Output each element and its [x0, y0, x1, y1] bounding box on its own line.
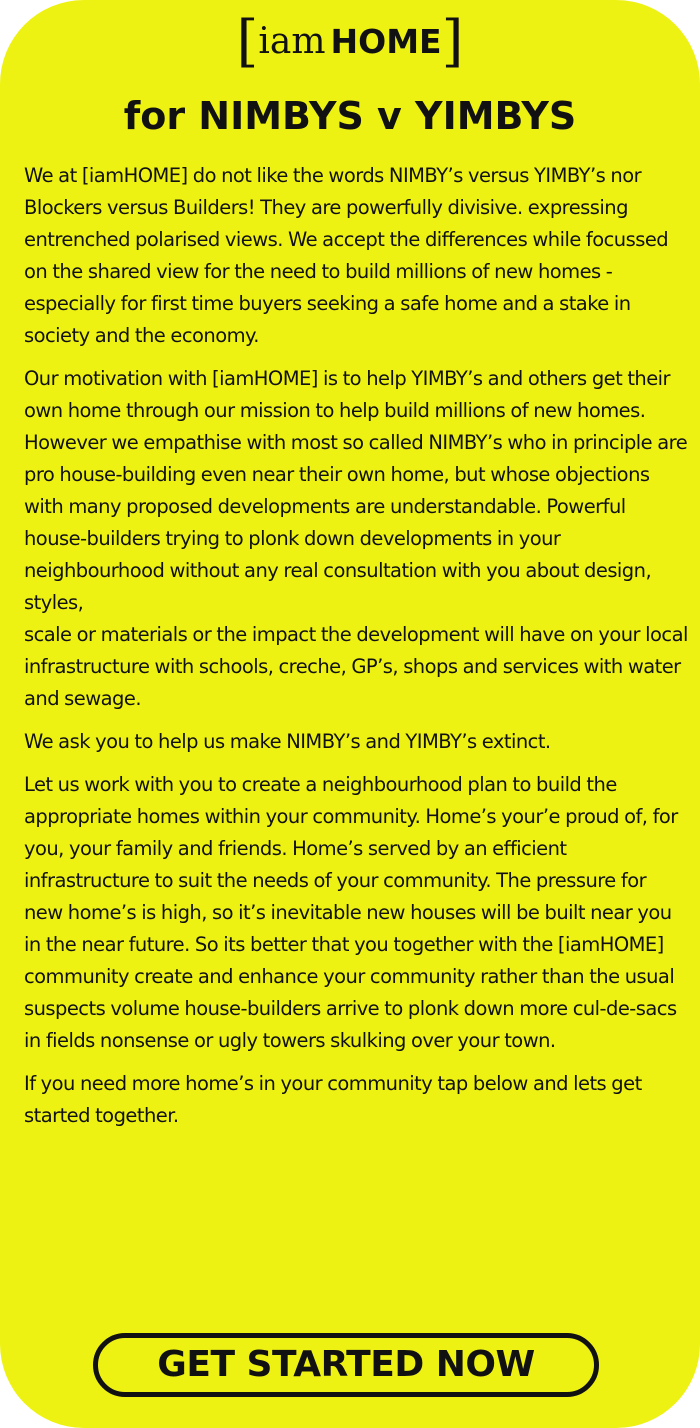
page-title [0, 88, 700, 144]
body-text [24, 160, 688, 1143]
paragraph-call: If you need more home’s in your community tap below and lets get started together. [24, 1072, 642, 1127]
paragraph-extinct: We ask you to help us make NIMBY’s and YIMBY’s extinct. [24, 730, 551, 753]
logo-home-text: HOME [330, 22, 442, 61]
paragraph-intro: We at [iamHOME] do not like the words NIMBY’s versus YIMBY’s nor Blockers versus Builders! They are powerfully divisive. expressing entrenched polarised views. We accept the differences while focussed on the shared view for the need to build millions of new homes - especially for first time buyers seeking a safe home and a stake in society and the economy. [24, 164, 669, 347]
page-title-main: NIMBYS v YIMBYS [198, 94, 577, 138]
get-started-button[interactable]: GET STARTED NOW [93, 1333, 599, 1397]
logo-bracket-open: [ [236, 9, 259, 74]
logo-iam-text: iam [258, 21, 326, 62]
logo-bracket-close: ] [441, 9, 464, 74]
paragraph-neighbourhood-plan: Let us work with you to create a neighbourhood plan to build the appropriate homes within your community. Home’s your’e proud of, for you, your family and friends. Home’s served by an efficient infrastructure to suit the needs of your community. The pressure for new home’s is high, so it’s inevitable new houses will be built near you in the near future. So its better that you together with the [iamHOME] community create and enhance your community rather than the usual suspects volume house-builders arrive to plonk down more cul-de-sacs in fields nonsense or ugly towers skulking over your town. [24, 773, 678, 1052]
paragraph-motivation-cont: scale or materials or the impact the development will have on your local infrastructure with schools, creche, GP’s, shops and services with water and sewage. [24, 623, 688, 710]
iamhome-logo [0, 10, 700, 74]
page-title-prefix: for [123, 94, 199, 138]
paragraph-motivation: Our motivation with [iamHOME] is to help YIMBY’s and others get their own home through our mission to help build millions of new homes. However we empathise with most so called NIMBY’s who in principle are pro house-building even near their own home, but whose objections with many proposed developments are understandable. Powerful house-builders trying to plonk down developments in your neighbourhood without any real consultation with you about design, styles, [24, 367, 688, 614]
